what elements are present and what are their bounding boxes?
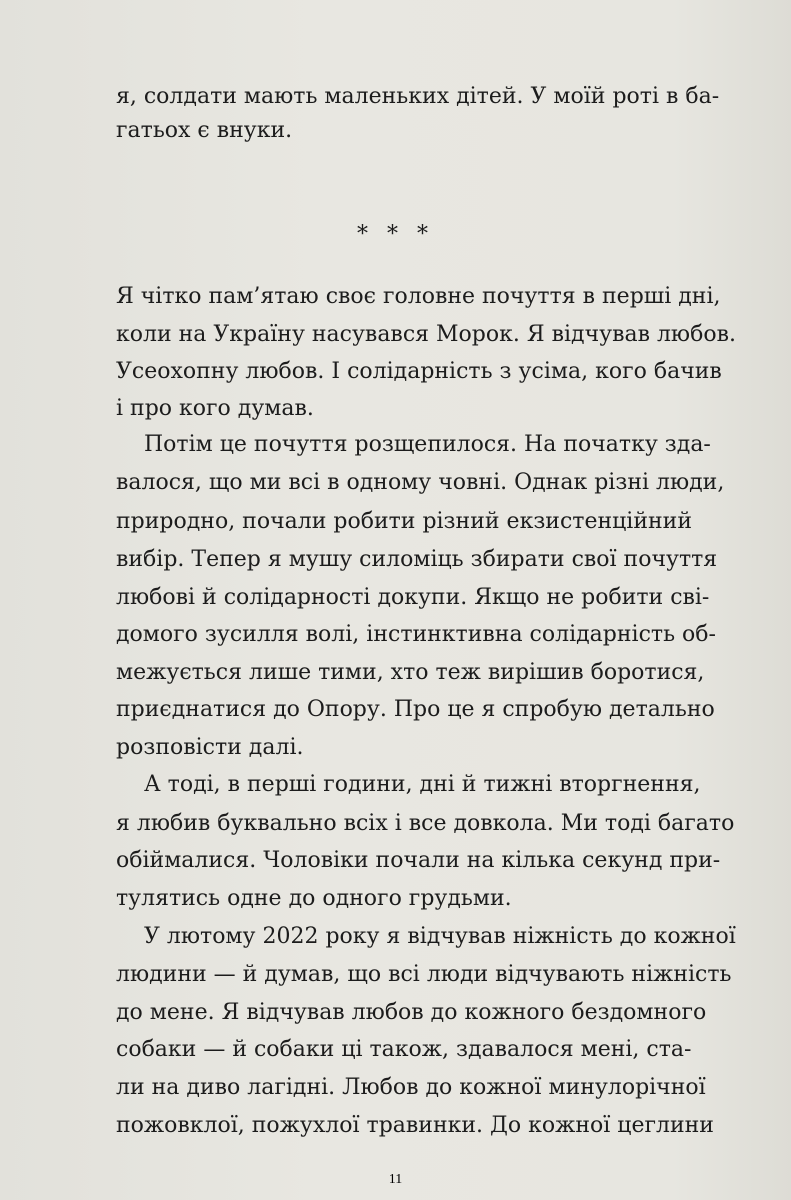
text-line: У лютому 2022 року я відчував ніжність до кожної — [144, 924, 736, 949]
text-line: я любив буквально всіх і все довкола. Ми тоді багато — [116, 811, 735, 836]
text-line: А тоді, в перші години, дні й тижні вторгнення, — [144, 772, 701, 797]
page-number: 11 — [388, 1172, 403, 1187]
text-line: валося, що ми всі в одному човні. Однак різні люди, — [116, 470, 725, 495]
text-line: пожовклої, пожухлої травинки. До кожної цеглини — [116, 1113, 714, 1138]
text-line: гатьох є внуки. — [116, 118, 293, 143]
text-line: собаки — й собаки ці також, здавалося мені, ста- — [116, 1037, 692, 1062]
text-line: обіймалися. Чоловіки почали на кілька секунд при- — [116, 848, 721, 873]
text-line: межується лише тими, хто теж вирішив боротися, — [116, 660, 705, 685]
text-line: до мене. Я відчував любов до кожного бездомного — [116, 1000, 707, 1025]
text-line: приєднатися до Опору. Про це я спробую детально — [116, 697, 715, 722]
text-line: любові й солідарності докупи. Якщо не робити сві- — [116, 585, 710, 610]
text-line: Потім це почуття розщепилося. На початку зда- — [144, 432, 711, 457]
text-line: Усеохопну любов. І солідарність з усіма, кого бачив — [116, 359, 722, 384]
text-line: ли на диво лагідні. Любов до кожної минулорічної — [116, 1075, 706, 1100]
text-line: Я чітко пам’ятаю своє головне почуття в перші дні, — [116, 284, 721, 309]
text-line: і про кого думав. — [116, 396, 314, 421]
text-line: людини — й думав, що всі люди відчувають ніжність — [116, 962, 732, 987]
section-separator: * * * — [357, 222, 434, 247]
text-line: коли на Україну насувався Морок. Я відчував любов. — [116, 322, 736, 347]
text-line: домого зусилля волі, інстинктивна солідарність об- — [116, 622, 716, 647]
text-line: я, солдати мають маленьких дітей. У моїй роті в ба- — [116, 84, 720, 109]
text-line: тулятись одне до одного грудьми. — [116, 886, 512, 911]
text-line: розповісти далі. — [116, 735, 304, 760]
text-line: вибір. Тепер я мушу силоміць збирати свої почуття — [116, 547, 718, 572]
text-line: природно, почали робити різний екзистенційний — [116, 509, 692, 534]
